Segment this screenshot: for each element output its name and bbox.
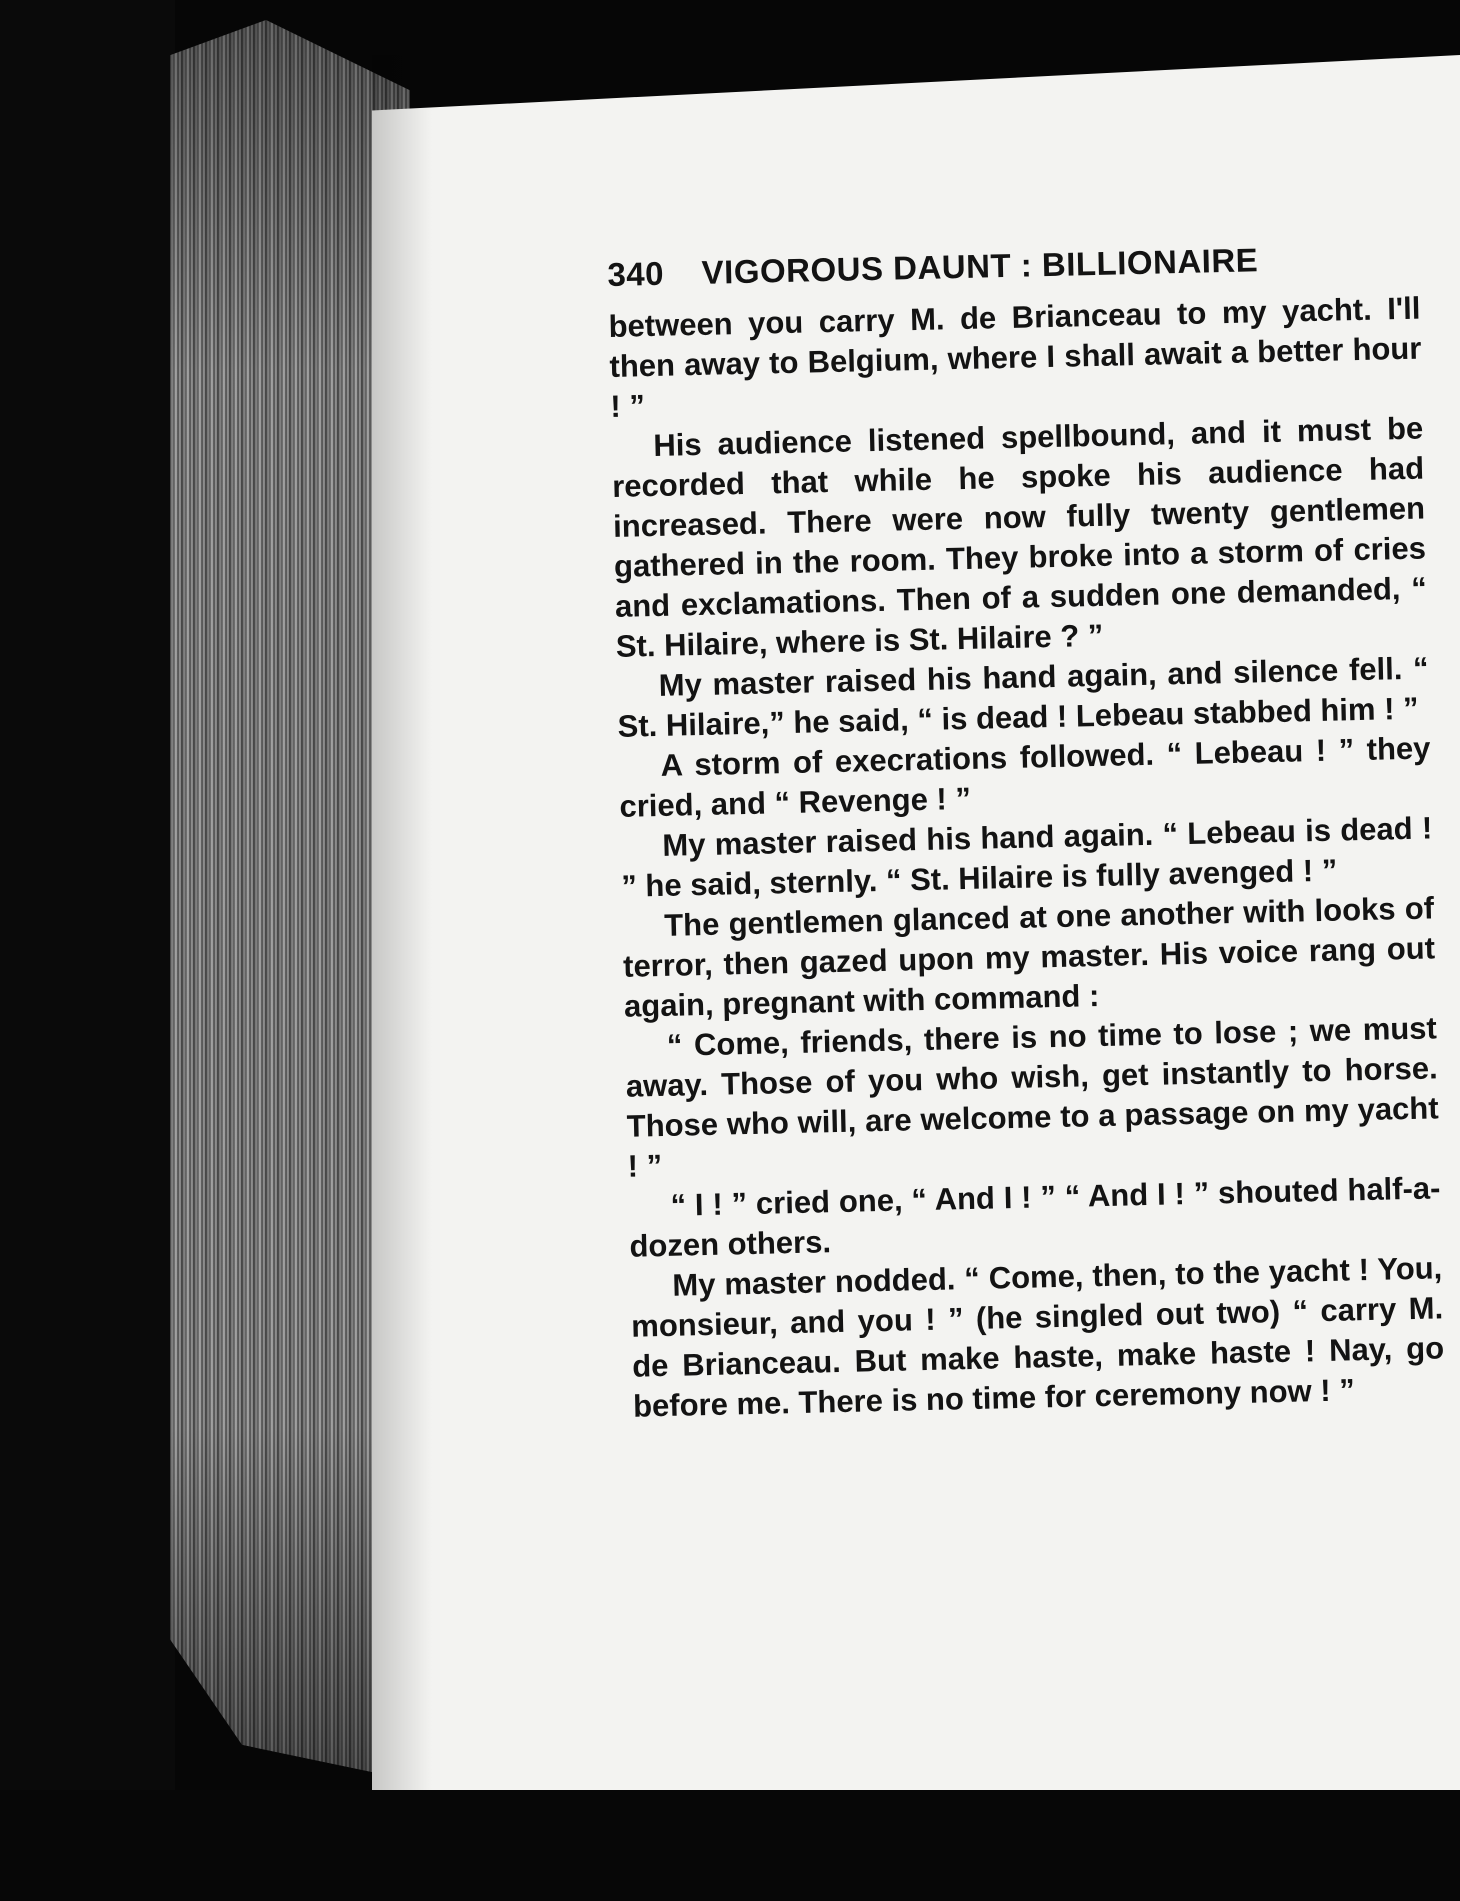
- gutter-shadow: [372, 55, 432, 1790]
- paragraph: The gentlemen glanced at one another with looks of terror, then gazed upon my master. His voice rang out again, pregnant with command :: [622, 890, 1436, 1024]
- scan-background: [0, 0, 175, 1901]
- paragraph: A storm of execrations followed. “ Lebeau ! ” they cried, and “ Revenge ! ”: [619, 730, 1431, 824]
- paragraph: His audience listened spellbound, and it must be recorded that while he spoke his audience had increased. There were now fully twenty gentlemen gathered in the room. They broke into a storm of cries and exclamations. Then of a sudden one demanded, “ St. Hilaire, where is St. Hilaire ? ”: [611, 410, 1428, 664]
- scan-bottom-border: [0, 1790, 1460, 1901]
- paragraph: My master raised his hand again, and silence fell. “ St. Hilaire,” he said, “ is dead ! Lebeau stabbed him ! ”: [617, 650, 1429, 744]
- paragraph: “ Come, friends, there is no time to lose ; we must away. Those of you who wish, get instantly to horse. Those who will, are welcome to a passage on my yacht ! ”: [625, 1010, 1439, 1184]
- paragraph: between you carry M. de Brianceau to my yacht. I'll then away to Belgium, where I shall await a better hour ! ”: [608, 290, 1422, 424]
- paragraph: My master nodded. “ Come, then, to the yacht ! You, monsieur, and you ! ” (he singled out two) “ carry M. de Brianceau. But make haste, make haste ! Nay, go before me. There is no time for ceremony now ! ”: [630, 1250, 1445, 1424]
- page-number: 340: [607, 254, 665, 293]
- running-title: VIGOROUS DAUNT : BILLIONAIRE: [701, 241, 1259, 291]
- page-text-block: [607, 237, 1445, 1427]
- paragraph: My master raised his hand again. “ Lebeau is dead ! ” he said, sternly. “ St. Hilaire is fully avenged ! ”: [620, 810, 1433, 904]
- paragraph: “ I ! ” cried one, “ And I ! ” “ And I ! ” shouted half-a-dozen others.: [629, 1170, 1441, 1264]
